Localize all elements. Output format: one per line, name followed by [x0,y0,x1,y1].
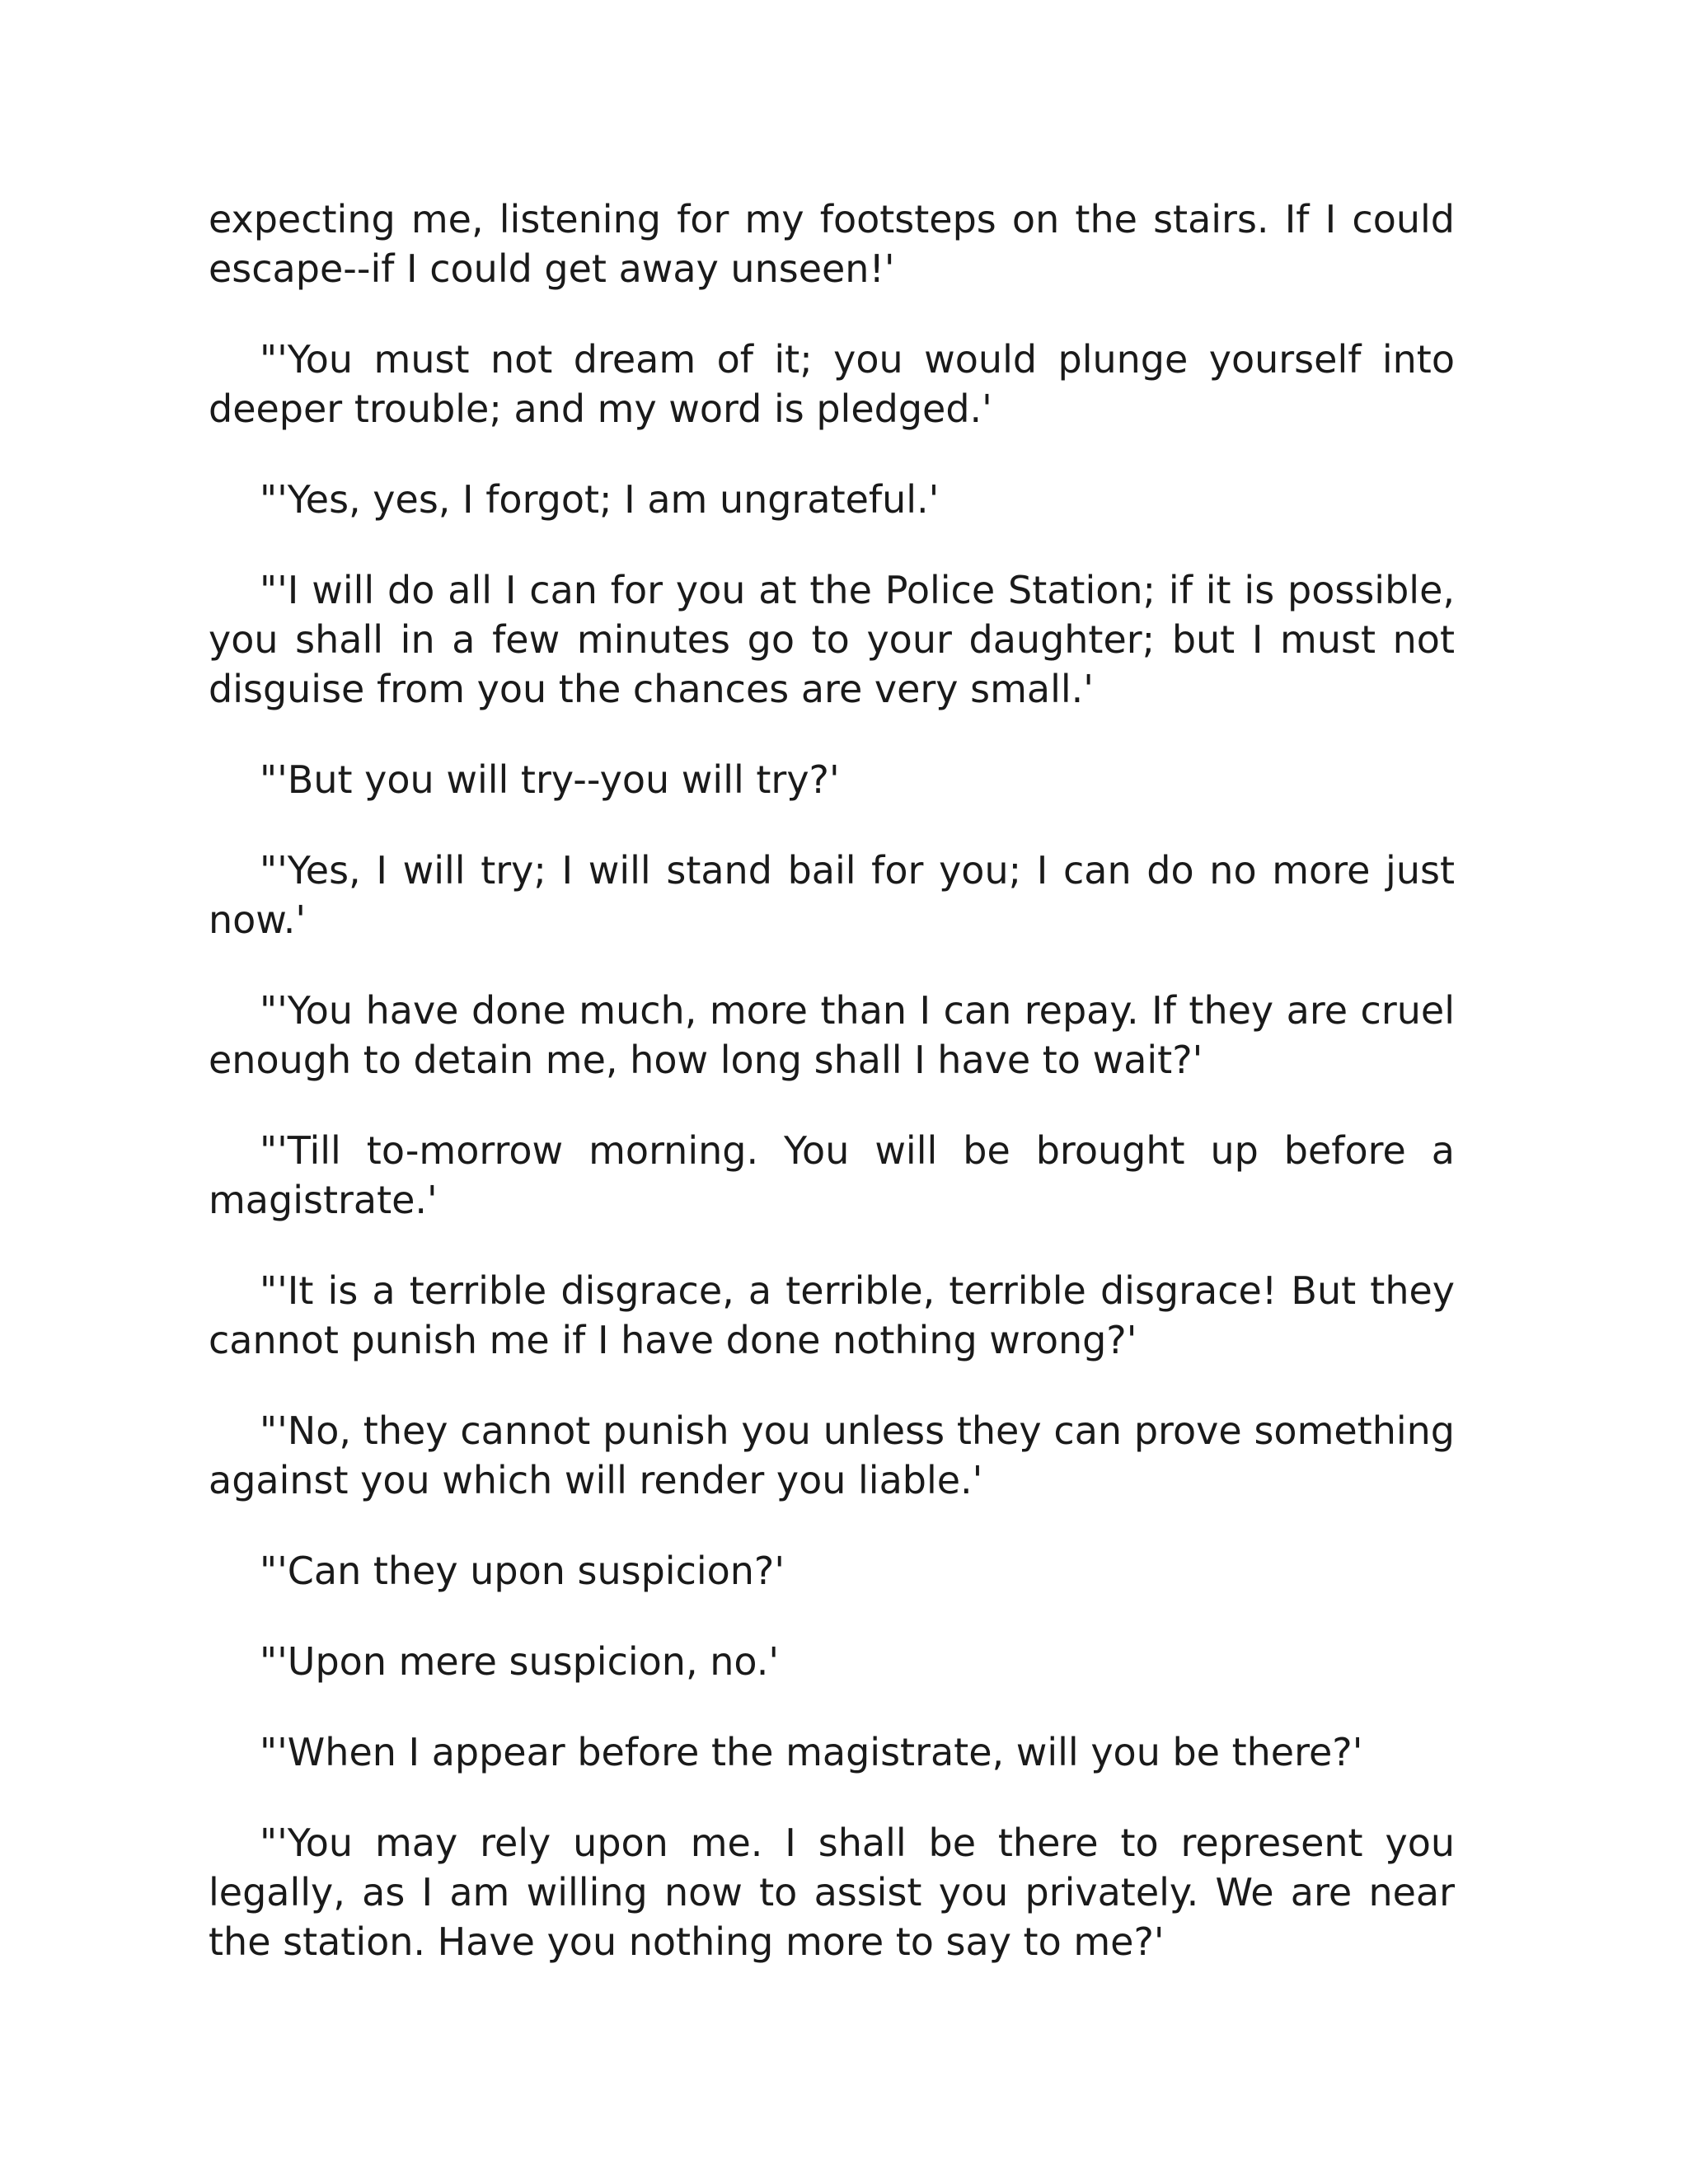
paragraph: "'Can they upon suspicion?' [260,1549,785,1593]
paragraph: "'I will do all I can for you at the Police Station; if it is possible, you shall in a few minutes go to your daughter; but I must not disguise from you the chances are very small.' [209,568,1455,711]
paragraph: "'Yes, I will try; I will stand bail for you; I can do no more just now.' [209,848,1455,942]
paragraph: "'You must not dream of it; you would plunge yourself into deeper trouble; and my word is pledged.' [209,337,1455,431]
paragraph: "'Upon mere suspicion, no.' [260,1639,779,1684]
page-body [209,194,1455,2008]
paragraph: "'Till to-morrow morning. You will be brought up before a magistrate.' [209,1128,1455,1222]
paragraph: expecting me, listening for my footsteps on the stairs. If I could escape--if I could get away unseen!' [209,197,1455,291]
paragraph: "'No, they cannot punish you unless they can prove something against you which will render you liable.' [209,1408,1455,1502]
paragraph: "'You may rely upon me. I shall be there to represent you legally, as I am willing now to assist you privately. We are near the station. Have you nothing more to say to me?' [209,1821,1455,1964]
paragraph: "'You have done much, more than I can repay. If they are cruel enough to detain me, how long shall I have to wait?' [209,988,1455,1082]
paragraph: "'When I appear before the magistrate, will you be there?' [260,1730,1363,1774]
paragraph: "'But you will try--you will try?' [260,757,840,802]
paragraph: "'It is a terrible disgrace, a terrible, terrible disgrace! But they cannot punish me if I have done nothing wrong?' [209,1268,1455,1362]
paragraph: "'Yes, yes, I forgot; I am ungrateful.' [260,477,940,522]
